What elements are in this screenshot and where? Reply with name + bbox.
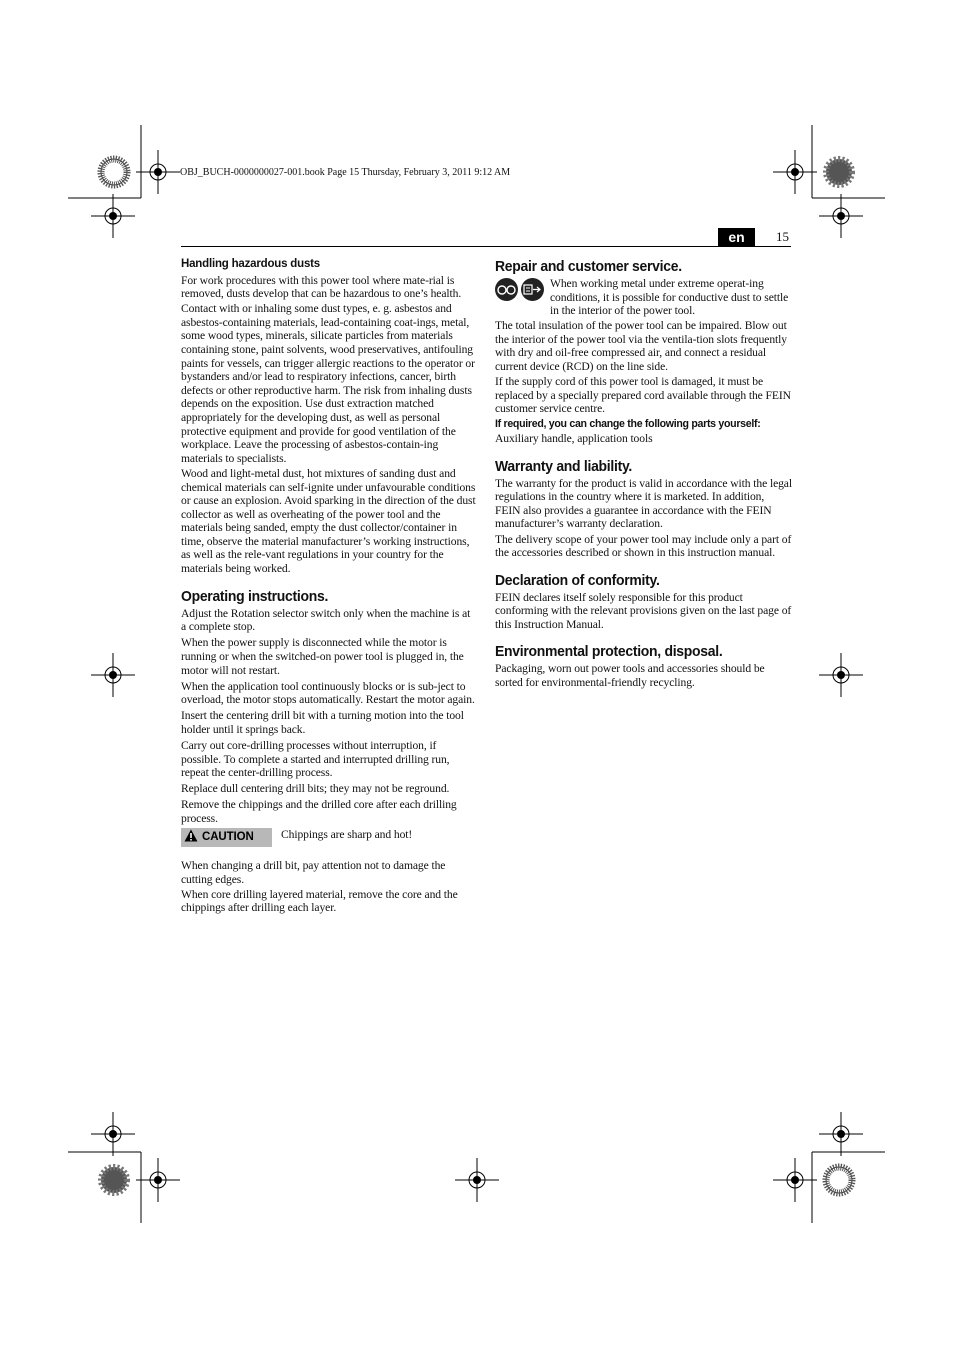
hazard-paragraph-3: Wood and light-metal dust, hot mixtures of sanding dust and chemical materials can self-ignite under unfavourable conditions or cause an explosion. Avoid sparking in the direction of the dust collector as well as overheating of the power tool and the materials being sanded, empty the dust collector/container in time, observe the material manufacturer’s working instructions, as well as the rele-vant regulations in your country for the materials being worked. xyxy=(181,466,476,576)
registration-mark-icon xyxy=(91,1112,135,1156)
page-number: 15 xyxy=(776,229,789,244)
registration-mark-icon xyxy=(773,1158,817,1202)
language-badge: en xyxy=(718,228,755,246)
registration-mark-icon xyxy=(91,653,135,697)
registration-mark-icon xyxy=(773,150,817,194)
repair-heading: Repair and customer service. xyxy=(495,258,682,275)
print-slug: OBJ_BUCH-0000000027-001.book Page 15 Thursday, February 3, 2011 9:12 AM xyxy=(180,167,511,178)
warranty-paragraph-1: The warranty for the product is valid in accordance with the legal regulations in the country where it is marketed. In addition, FEIN also provides a guarantee in accordance with the FEIN manufacturer’s warranty declaration. xyxy=(495,476,792,531)
op-paragraph-3: When the application tool continuously blocks or is sub-ject to overload, the motor stops automatically. Restart the motor again. xyxy=(181,679,475,707)
op-paragraph-7: Remove the chippings and the drilled core after each drilling process. xyxy=(181,798,457,825)
registration-mark-icon xyxy=(819,653,863,697)
registration-mark-icon xyxy=(819,1112,863,1156)
environment-heading: Environmental protection, disposal. xyxy=(495,643,723,661)
registration-mark-icon xyxy=(136,150,180,194)
registration-mark-icon xyxy=(91,194,135,238)
environment-paragraph: Packaging, worn out power tools and accessories should be sorted for environmental-friendly recycling. xyxy=(495,662,765,690)
caution-label: CAUTION xyxy=(202,830,254,843)
parts-list: Auxiliary handle, application tools xyxy=(495,432,653,446)
operating-instructions-heading: Operating instructions. xyxy=(181,587,329,605)
op-paragraph-5: Carry out core-drilling processes without interruption, if possible. To complete a started and interrupted drilling run, repeat the center-drilling process. xyxy=(181,739,450,780)
registration-mark-icon xyxy=(819,194,863,238)
repair-paragraph-1b: The total insulation of the power tool can be impaired. Blow out the interior of the power tool via the ventila-tion slots frequently with dry and oil-free compressed air, and connect a residual current device (RCD) on the line side. xyxy=(495,319,787,374)
warranty-paragraph-2: The delivery scope of your power tool may include only a part of the accessories described or shown in this instruction manual. xyxy=(495,532,792,560)
warranty-heading: Warranty and liability. xyxy=(495,457,633,475)
hazardous-dusts-heading: Handling hazardous dusts xyxy=(181,258,320,270)
op-paragraph-9: When core drilling layered material, remove the core and the chippings after drilling each layer. xyxy=(181,887,458,915)
color-target-icon xyxy=(826,1167,852,1193)
op-paragraph-4: Insert the centering drill bit with a turning motion into the tool holder until it springs back. xyxy=(181,709,464,736)
conformity-heading: Declaration of conformity. xyxy=(495,571,660,589)
op-paragraph-2: When the power supply is disconnected while the motor is running or when the switched-on power tool is plugged in, the motor will not restart. xyxy=(181,636,464,677)
repair-paragraph-1: When working metal under extreme operat-ing conditions, it is possible for conductive dust to settle in the interior of the power tool. xyxy=(550,277,789,318)
registration-mark-icon xyxy=(455,1158,499,1202)
op-paragraph-8: When changing a drill bit, pay attention not to damage the cutting edges. xyxy=(181,859,446,886)
hazard-paragraph-1: For work procedures with this power tool where mate-rial is removed, dusts develop that can be hazardous to one’s health. xyxy=(181,273,462,301)
registration-mark-icon xyxy=(136,1158,180,1202)
color-target-icon xyxy=(101,159,127,185)
caution-text: Chippings are sharp and hot! xyxy=(281,828,413,842)
repair-paragraph-2: If the supply cord of this power tool is damaged, it must be replaced by a specially prepared cord available through the FEIN customer service centre. xyxy=(495,375,791,416)
color-target-icon xyxy=(826,159,852,185)
conformity-paragraph: FEIN declares itself solely responsible for this product conforming with the relevant provisions given on the last page of this Instruction Manual. xyxy=(495,590,792,631)
color-target-icon xyxy=(101,1167,127,1193)
op-paragraph-6: Replace dull centering drill bits; they may not be reground. xyxy=(181,782,450,796)
hazard-paragraph-2: Contact with or inhaling some dust types, e. g. asbestos and asbestos-containing materials, lead-containing coat-ings, metal, some wood types, minerals, silicate particles from materials containing stone, paint solvents, wood preservatives, antifouling paints for vessels, can trigger allergic reactions to the operator or bystanders and/or lead to respiratory infections, cancer, birth defects or other reproductive harm. The risk from inhaling dusts depends on the exposition. Use dust extraction matched appropriately for the developing dust, as well as personal protective equipment and provide for good ventilation of the workplace. Leave the processing of asbestos-contain-ing materials to specialists. xyxy=(181,302,475,465)
parts-bold-note: If required, you can change the following parts yourself: xyxy=(495,418,761,431)
op-paragraph-1: Adjust the Rotation selector switch only when the machine is at a complete stop. xyxy=(181,606,471,634)
